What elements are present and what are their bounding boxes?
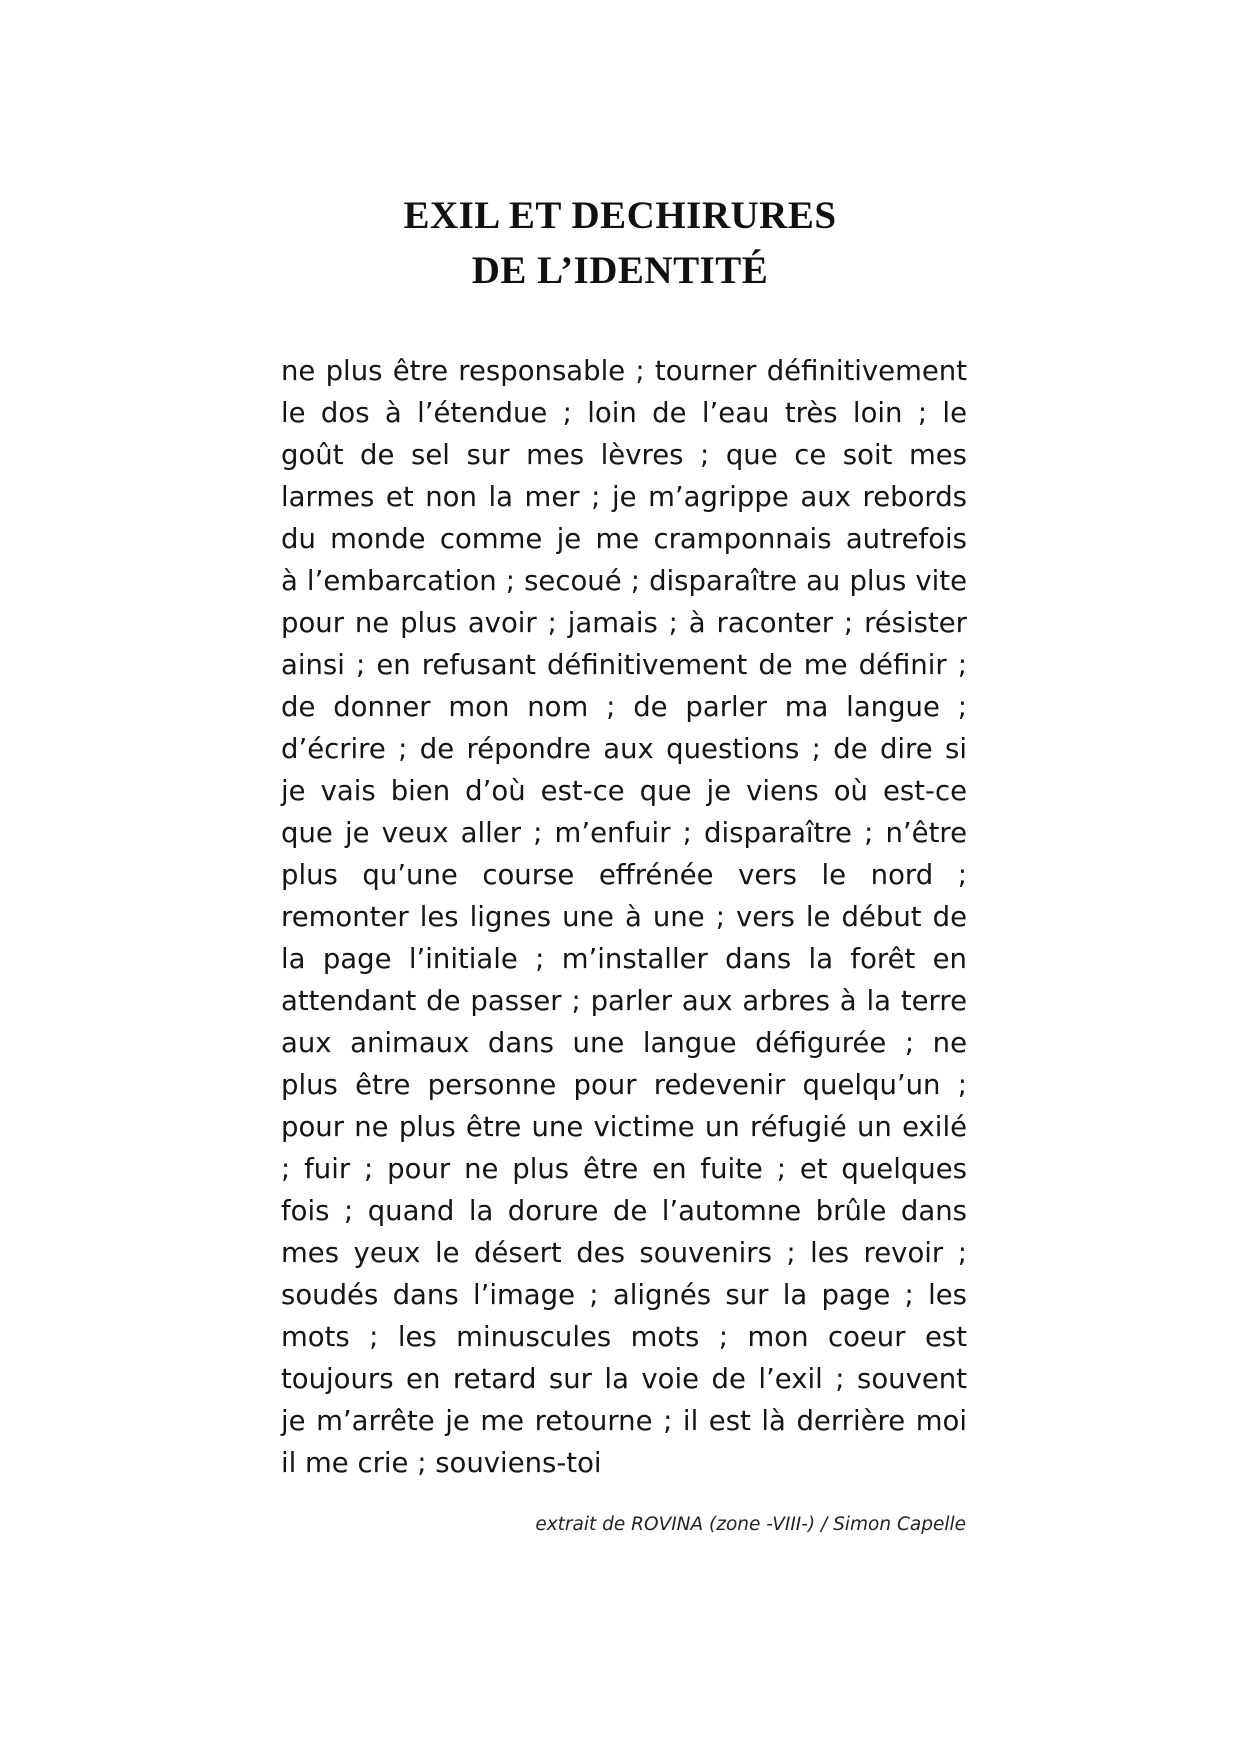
poem-line: je m’arrête je me retourne ; il est là derrière moi: [281, 1405, 967, 1437]
title-line: DE L’IDENTITÉ: [471, 249, 769, 292]
poem-line: le dos à l’étendue ; loin de l’eau très loin ; le: [281, 397, 967, 429]
poem-line: toujours en retard sur la voie de l’exil ; souvent: [281, 1363, 967, 1395]
poem-line: je vais bien d’où est-ce que je viens où est-ce: [281, 775, 967, 807]
poem-line: ne plus être responsable ; tourner définitivement: [281, 355, 967, 387]
poem-line: remonter les lignes une à une ; vers le début de: [281, 901, 967, 933]
poem-line: plus être personne pour redevenir quelqu’un ;: [281, 1069, 967, 1101]
poem-line: fois ; quand la dorure de l’automne brûle dans: [281, 1195, 967, 1227]
poem-line: soudés dans l’image ; alignés sur la page ; les: [281, 1279, 967, 1311]
poem-line: aux animaux dans une langue défigurée ; ne: [281, 1027, 967, 1059]
poem-line: attendant de passer ; parler aux arbres à la terre: [281, 985, 967, 1017]
poem-line: pour ne plus avoir ; jamais ; à raconter ; résister: [281, 607, 967, 639]
poem-line: à l’embarcation ; secoué ; disparaître au plus vite: [281, 565, 967, 597]
poem-line: du monde comme je me cramponnais autrefois: [281, 523, 967, 555]
page-title: [0, 188, 1240, 298]
poem-line: que je veux aller ; m’enfuir ; disparaître ; n’être: [281, 817, 967, 849]
poem-line: mots ; les minuscules mots ; mon coeur est: [281, 1321, 967, 1353]
poem-line: il me crie ; souviens-toi: [281, 1447, 602, 1479]
poem-line: goût de sel sur mes lèvres ; que ce soit mes: [281, 439, 967, 471]
poem-line: de donner mon nom ; de parler ma langue ;: [281, 691, 967, 723]
title-line: EXIL ET DECHIRURES: [403, 194, 837, 237]
poem-line: larmes et non la mer ; je m’agrippe aux rebords: [281, 481, 967, 513]
poem-line: ainsi ; en refusant définitivement de me définir ;: [281, 649, 967, 681]
source-attribution: extrait de ROVINA (zone -VIII-) / Simon Capelle: [535, 1514, 966, 1535]
poem-body: [281, 350, 967, 1484]
poem-line: pour ne plus être une victime un réfugié un exilé: [281, 1111, 967, 1143]
poem-line: la page l’initiale ; m’installer dans la forêt en: [281, 943, 967, 975]
poem-line: d’écrire ; de répondre aux questions ; de dire si: [281, 733, 967, 765]
poem-line: ; fuir ; pour ne plus être en fuite ; et quelques: [281, 1153, 967, 1185]
poem-line: mes yeux le désert des souvenirs ; les revoir ;: [281, 1237, 967, 1269]
poem-line: plus qu’une course effrénée vers le nord ;: [281, 859, 967, 891]
